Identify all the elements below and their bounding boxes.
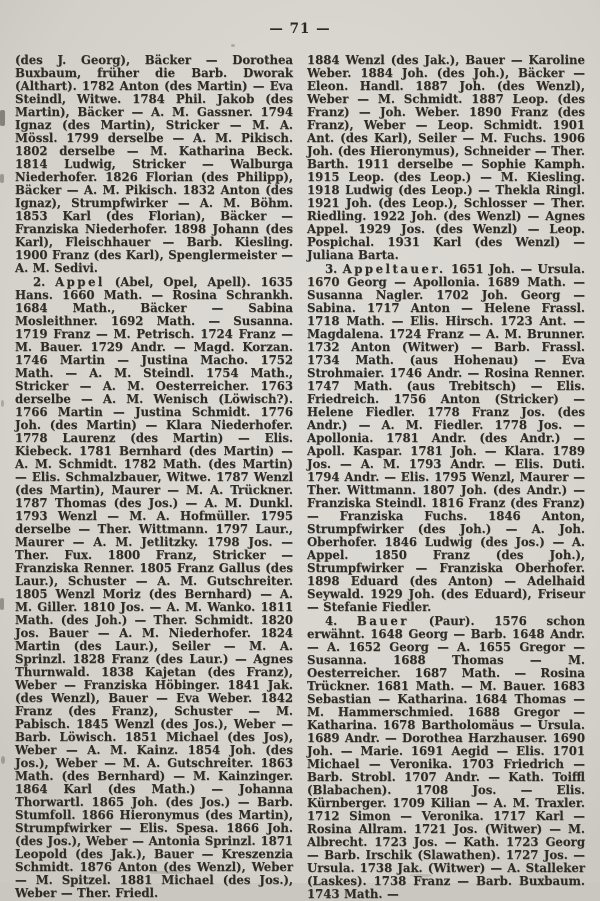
scan-artifact	[1, 400, 4, 407]
entry-2-appel	[15, 276, 293, 900]
scan-artifact	[0, 174, 4, 183]
entry-text: 1635 Hans. 1660 Math. — Rosina Schrankh. 1684 Math., Bäcker — Sabina Mosleithner. 1692 Math. — Susanna. 1719 Franz — M. Petrisch. 1724 Franz — M. Bauer. 1729 Andr. — Magd. Korzan. 1746 Martin — Justina Macho. 1752 Math. — A. M. Steindl. 1754 Math., Stricker — A. M. Oesterreicher. 1763 derselbe — A. M. Wenisch (Löwisch?). 1766 Martin — Justina Schmidt. 1776 Joh. (des Martin) — Klara Niederhofer. 1778 Laurenz (des Martin) — Elis. Kiebeck. 1781 Bernhard (des Martin) — A. M. Schmidt. 1782 Math. (des Martin) — Elis. Schmalzbauer, Witwe. 1787 Wenzl (des Martin), Maurer — M. A. Trückner. 1787 Thomas (des Jos.) — A. M. Dunkl. 1793 Wenzl — M. A. Hofmüller. 1795 derselbe — Ther. Wittmann. 1797 Laur., Maurer — A. M. Jetlitzky. 1798 Jos. — Ther. Fux. 1800 Franz, Stricker — Franziska Renner. 1805 Franz Gallus (des Laur.), Schuster — A. M. Gutschreiter. 1805 Wenzl Moriz (des Bernhard) — A. M. Giller. 1810 Jos. — A. M. Wanko. 1811 Math. (des Joh.) — Ther. Schmidt. 1820 Jos. Bauer — A. M. Niederhofer. 1824 Martin (des Laur.), Seiler — M. A. Sprinzl. 1828 Franz (des Laur.) — Agnes Thurnwald. 1838 Kajetan (des Franz), Weber — Franziska Höbinger. 1841 Jak. (des Wenzl), Bauer — Eva Weber. 1842 Franz (des Franz), Schuster — M. Pabisch. 1845 Wenzl (des Jos.), Weber — Barb. Löwisch. 1851 Michael (des Jos), Weber — A. M. Kainz. 1854 Joh. (des Jos.), Weber — M. A. Gutschreiter. 1863 Math. (des Bernhard) — M. Kainzinger. 1864 Karl (des Math.) — Johanna Thorwartl. 1865 Joh. (des Jos.) — Barb. Stumfoll. 1866 Hieronymus (des Martin), Strumpfwirker — Elis. Spesa. 1866 Joh. (des Jos.), Weber — Antonia Sprinzl. 1871 Leopold (des Jak.), Bauer — Kreszenzia Schmidt. 1876 Anton (des Wenzl), Weber — M. Spitzel. 1881 Michael (des Jos.), Weber — Ther. Friedl.	[15, 275, 293, 900]
entry-4-bauer	[307, 615, 585, 901]
entry-name-variants: (Paur).	[428, 614, 475, 628]
entry-text: 1884 Wenzl (des Jak.), Bauer — Karoline Weber. 1884 Joh. (des Joh.), Bäcker — Eleon. Handl. 1887 Joh. (des Wenzl), Weber — M. Schmidt. 1887 Leop. (des Franz) — Joh. Weber. 1890 Franz (des Franz), Weber — Leop. Schmidt. 1901 Ant. (des Karl), Seiler — M. Fuchs. 1906 Joh. (des Hieronymus), Schneider — Ther. Barth. 1911 derselbe — Sophie Kamph. 1915 Leop. (des Leop.) — M. Kiesling. 1918 Ludwig (des Leop.) — Thekla Ringl. 1921 Joh. (des Leop.), Schlosser — Ther. Riedling. 1922 Joh. (des Wenzl) — Agnes Appel. 1929 Jos. (des Wenzl) — Leop. Pospichal. 1931 Karl (des Wenzl) — Juliana Barta.	[307, 53, 585, 262]
entry-text: 1651 Joh. — Ursula. 1670 Georg — Apollonia. 1689 Math. — Susanna Nagler. 1702 Joh. Georg — Sabina. 1717 Anton — Helene Frassl. 1718 Math. — Elis. Hirsch. 1723 Ant. — Magdalena. 1724 Franz — A. M. Brunner. 1732 Anton (Witwer) — Barb. Frassl. 1734 Math. (aus Hohenau) — Eva Strohmaier. 1746 Andr. — Rosina Renner. 1747 Math. (aus Trebitsch) — Elis. Friedreich. 1756 Anton (Stricker) — Helene Fiedler. 1778 Franz Jos. (des Andr.) — A. M. Fiedler. 1778 Jos. — Apollonia. 1781 Andr. (des Andr.) — Apoll. Kaspar. 1781 Joh. — Klara. 1789 Jos. — A. M. 1793 Andr. — Elis. Duti. 1794 Andr. — Elis. 1795 Wenzl, Maurer — Ther. Wittmann. 1807 Joh. (des Andr.) — Franziska Steindl. 1816 Franz (des Franz) — Franziska Fuchs. 1846 Anton, Strumpfwirker (des Joh.) — A. Joh. Oberhofer. 1846 Ludwig (des Jos.) — A. Appel. 1850 Franz (des Joh.), Strumpfwirker — Franziska Oberhofer. 1898 Eduard (des Anton) — Adelhaid Seywald. 1929 Joh. (des Eduard), Friseur — Stefanie Fiedler.	[307, 262, 585, 614]
entry-2-continuation	[307, 54, 585, 262]
scan-artifact	[231, 44, 235, 47]
scan-artifact	[0, 110, 5, 126]
entry-text: 1576 schon erwähnt. 1648 Georg — Barb. 1648 Andr. — A. 1652 Georg — A. 1655 Gregor — Susanna. 1688 Thomas — M. Oesterreicher. 1687 Math. — Rosina Trückner. 1681 Math. — M. Bauer. 1683 Sebastian — Katharina. 1684 Thomas — M. Hammerschmied. 1688 Gregor — Katharina. 1678 Bartholomäus — Ursula. 1689 Andr. — Dorothea Harzhauser. 1690 Joh. — Marie. 1691 Aegid — Elis. 1701 Michael — Veronika. 1703 Friedrich — Barb. Strobl. 1707 Andr. — Kath. Toiffl (Blabachen). 1708 Jos. — Elis. Kürnberger. 1709 Kilian — A. M. Traxler. 1712 Simon — Veronika. 1717 Karl — Rosina Allram. 1721 Jos. (Witwer) — M. Albrecht. 1723 Jos. — Kath. 1723 Georg — Barb. Irschik (Slawathen). 1727 Jos. — Ursula. 1738 Jak. (Witwer) — A. Stalleker (Laskes). 1738 Franz — Barb. Buxbaum. 1743 Math. —	[307, 614, 585, 901]
entry-number: 2.	[33, 275, 46, 289]
entry-name: Appel	[55, 275, 105, 289]
entry-name-variants: (Abel, Opel, Apell).	[114, 275, 251, 289]
entry-name: Appeltauer.	[342, 262, 446, 276]
entry-3-appeltauer	[307, 263, 585, 614]
column-right	[307, 54, 585, 901]
page-number: — 71 —	[269, 21, 331, 37]
scan-artifact	[1, 756, 5, 764]
entry-number: 4.	[325, 614, 338, 628]
scan-artifact	[410, 874, 432, 877]
entry-text: (des J. Georg), Bäcker — Dorothea Buxbaum, früher die Barb. Dworak (Althart). 1782 Anton (des Martin) — Eva Steindl, Witwe. 1784 Phil. Jakob (des Martin), Bäcker — A. M. Gassner. 1794 Ignaz (des Martin), Stricker — M. A. Mössl. 1799 derselbe — A. M. Pikisch. 1802 derselbe — M. Katharina Beck. 1814 Ludwig, Stricker — Walburga Niederhofer. 1826 Florian (des Philipp), Bäcker — A. M. Pikisch. 1832 Anton (des Ignaz), Strumpfwirker — A. M. Böhm. 1853 Karl (des Florian), Bäcker — Franziska Niederhofer. 1898 Johann (des Karl), Fleischhauer — Barb. Kiesling. 1900 Franz (des Karl), Spenglermeister — A. M. Sedivi.	[15, 53, 293, 275]
entry-continuation-previous-page	[15, 54, 293, 275]
text-columns	[15, 54, 585, 901]
entry-number: 3.	[325, 262, 338, 276]
entry-name: Bauer	[356, 614, 409, 628]
column-left	[15, 54, 293, 901]
scan-artifact	[0, 598, 4, 610]
scan-artifact	[150, 871, 184, 874]
